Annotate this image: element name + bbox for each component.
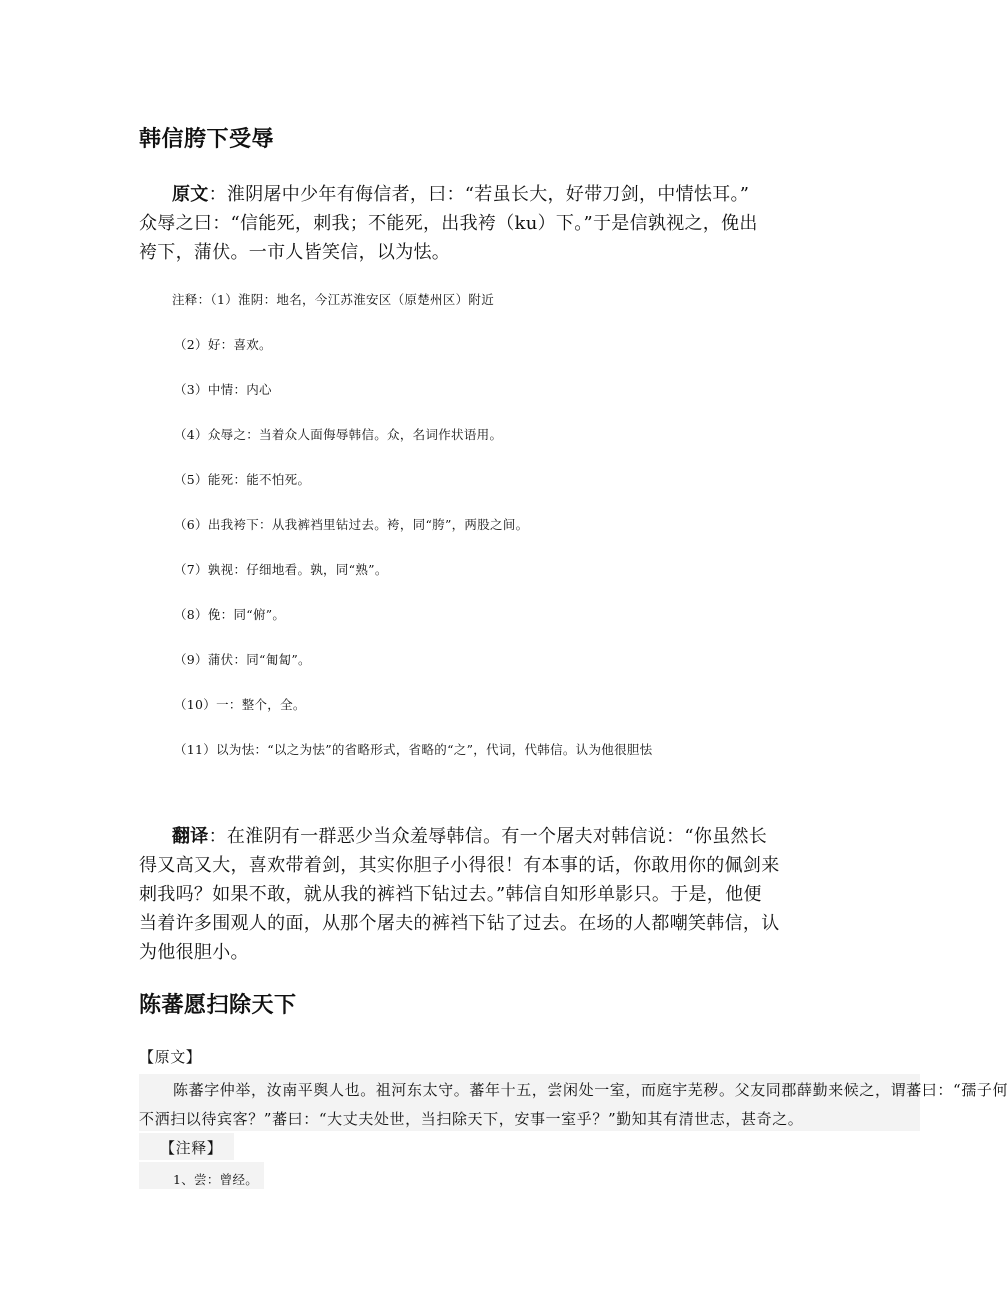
note-11: （11）以为怯：“以之为怯”的省略形式，省略的“之”，代词，代韩信。认为他很胆怯: [174, 742, 653, 757]
section2-title: 陈蕃愿扫除天下: [139, 993, 297, 1018]
section1-original-line-3: 袴下，蒲伏。一市人皆笑信，以为怯。: [139, 242, 451, 263]
section1-translation-line-3: 刺我吗？如果不敢，就从我的裤裆下钻过去。”韩信自知形单影只。于是，他便: [139, 884, 762, 905]
note-8: （8）俛：同“俯”。: [174, 607, 286, 622]
note-10: （10）一：整个，全。: [174, 697, 306, 712]
note-4: （4）众辱之：当着众人面侮辱韩信。众，名词作状语用。: [174, 427, 503, 442]
section1-translation-line-4: 当着许多围观人的面，从那个屠夫的裤裆下钻了过去。在场的人都嘲笑韩信，认: [139, 913, 780, 934]
note-3: （3）中情：内心: [174, 382, 272, 397]
note-1: 注释：（1）淮阴：地名，今江苏淮安区（原楚州区）附近: [172, 292, 495, 307]
note-2: （2）好：喜欢。: [174, 337, 272, 352]
section2-original-line-2: 不洒扫以待宾客？”蕃曰：“大丈夫处世，当扫除天下，安事一室乎？”勤知其有清世志，甚奇之。: [139, 1110, 804, 1128]
note-7: （7）孰视：仔细地看。孰，同“熟”。: [174, 562, 388, 577]
note-6: （6）出我袴下：从我裤裆里钻过去。袴，同“胯”，两股之间。: [174, 517, 529, 532]
section1-translation-line-5: 为他很胆小。: [139, 942, 249, 963]
original-label: 原文: [172, 184, 209, 205]
section2-notes-header: 【注释】: [160, 1139, 223, 1157]
section1-translation-line-1: 翻译：在淮阴有一群恶少当众羞辱韩信。有一个屠夫对韩信说：“你虽然长: [172, 826, 768, 847]
section2-note-1: 1、尝：曾经。: [173, 1172, 259, 1187]
translation-label: 翻译: [172, 826, 209, 847]
note-9: （9）蒲伏：同“匍匐”。: [174, 652, 311, 667]
section2-original-header: 【原文】: [139, 1048, 202, 1066]
section1-translation-line-2: 得又高又大，喜欢带着剑，其实你胆子小得很！有本事的话，你敢用你的佩剑来: [139, 855, 780, 876]
note-5: （5）能死：能不怕死。: [174, 472, 311, 487]
section1-title: 韩信胯下受辱: [139, 127, 275, 152]
section2-original-line-1: 陈蕃字仲举，汝南平舆人也。祖河东太守。蕃年十五，尝闲处一室，而庭宇芜秽。父友同郡薛勤来候之，谓蕃曰：“孺子何: [173, 1081, 1008, 1099]
section1-original-line-1: 原文：淮阴屠中少年有侮信者，曰：“若虽长大，好带刀剑，中情怯耳。”: [172, 184, 750, 205]
section1-original-line-2: 众辱之曰：“信能死，刺我；不能死，出我袴（ku）下。”于是信孰视之，俛出: [139, 213, 758, 234]
